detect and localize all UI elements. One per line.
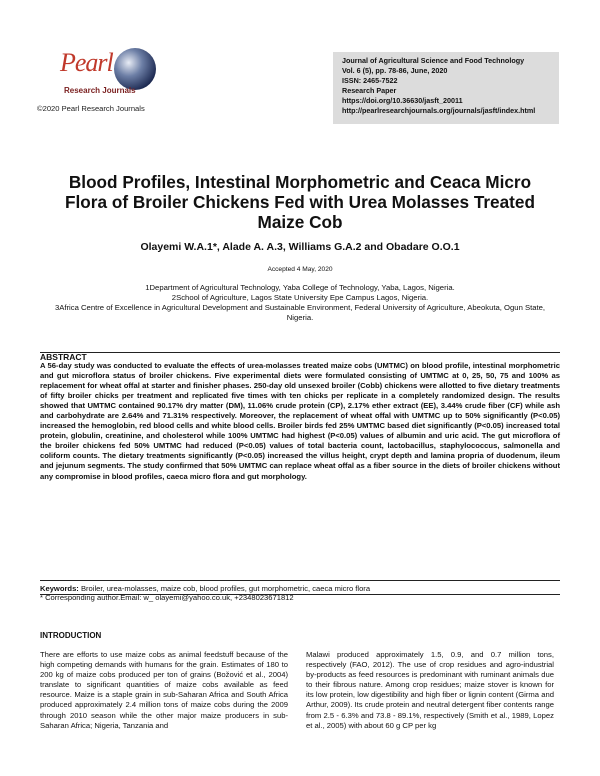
copyright-notice: ©2020 Pearl Research Journals — [37, 104, 145, 113]
accepted-date: Accepted 4 May, 2020 — [267, 266, 333, 273]
affiliation-3: 3Africa Centre of Excellence in Agricultural Development and Sustainable Environment, Federal University of Agriculture, Abeokuta, Ogun State, Nigeria. — [54, 303, 546, 322]
journal-url[interactable]: http://pearlresearchjournals.org/journals/jasft/index.html — [342, 106, 536, 115]
paper-title: Blood Profiles, Intestinal Morphometric and Ceaca Micro Flora of Broiler Chickens Fed with Urea Molasses Treated Maize Cob — [65, 172, 535, 232]
affiliations — [50, 283, 550, 323]
keywords — [40, 584, 370, 593]
abstract-bottom-rule — [40, 580, 560, 581]
affiliation-1: 1Department of Agricultural Technology, Yaba College of Technology, Yaba, Lagos, Nigeria. — [145, 283, 455, 292]
logo-subtitle: Research Journals — [64, 86, 136, 95]
journal-issn: ISSN: 2465-7522 — [342, 76, 398, 85]
intro-paragraph-left: There are efforts to use maize cobs as animal feedstuff because of the high competing demands with humans for the grain. Estimates of 180 to 200 kg of maize cobs produced per ton of grains (Božović et al., 2004) translate to significant quantities of maize cobs available as feed resource. Maize is a staple grain in sub-Saharan Africa and South Africa produced approximately 2.4 million tons of maize cobs during the 2009 through 2010 season while the other major maize producers in sub-Saharan Africa; Nigeria, Tanzania and — [40, 650, 288, 730]
intro-column-right — [306, 650, 554, 731]
doi-link[interactable]: https://doi.org/10.36630/jasft_20011 — [342, 96, 463, 105]
keywords-label: Keywords: — [40, 584, 79, 593]
introduction-heading: INTRODUCTION — [40, 631, 102, 640]
keywords-text: Broiler, urea-molasses, maize cob, blood profiles, gut morphometric, caeca micro flora — [80, 584, 371, 593]
logo-word: Pearl — [60, 48, 113, 77]
journal-volume: Vol. 6 (5), pp. 78-86, June, 2020 — [342, 66, 448, 75]
article-type: Research Paper — [342, 86, 397, 95]
affiliation-2: 2School of Agriculture, Lagos State University Epe Campus Lagos, Nigeria. — [171, 293, 429, 302]
publisher-logo — [56, 42, 176, 100]
intro-paragraph-right: Malawi produced approximately 1.5, 0.9, and 0.7 million tons, respectively (FAO, 2012). The use of crop residues and agro-industrial by-products as feed resources is predominant with ruminant animals due to their fibrous nature. Among crop residues; maize stover is known for its low protein, low digestibility and high fiber or lignin content (Girma and Arthur, 2009). Its crude protein and neutral detergent fiber contents range from 2.5 - 6.3% and 73.8 - 89.1%, respectively (Smith et al., 1989, Lopez et al., 2005) with about 60 g CP per kg — [306, 650, 554, 730]
globe-icon — [114, 48, 156, 90]
corresponding-author: * Corresponding author.Email: w_ olayemi@yahoo.co.uk, +2348023671812 — [40, 593, 294, 602]
abstract-text: A 56-day study was conducted to evaluate the effects of urea-molasses treated maize cobs (UMTMC) on blood profile, intestinal morphometric and gut microflora status of broiler chickens. Five experimental diets were formulated consisting of UMTMC at 0, 25, 50, 75 and 100% as replacement for wheat offal at starter and finisher phases. 250-day old unsexed broiler (Cobb) chickens were allotted to five dietary treatments of fifty broiler chicks per treatment and replicated five times with ten chicks per replicate in a completely randomized design. The results showed that UMTMC contained 90.17% dry matter (DM), 11.06% crude protein (CP), 2.17% ether extract (EE), 3.44% crude fiber (CF) while ash and carbohydrate are 2.64% and 71.31% respectively. Moreover, the replacement of wheat offal with UMTMC up to 50% significantly (P<0.05) increased the hemoglobin, red blood cells and white blood cells. Broiler birds fed 25% UMTMC based diet significantly (P<0.05) increased total protein, globulin, creatinine, and cholesterol while 100% UMTMC had highest (P<0.05) values of albumin and uric acid. The gut microflora of the broiler chickens fed 50% UMTMC had reduced (P<0.05) values of total bacteria count, lactobacillus, staphylococcus, salmonella and coliform counts. The dietary treatments significantly (P<0.05) increased the villus height, crypt depth and lamina propria of duodenum, ileum and jejunum segments. The study confirmed that 50% UMTMC can replace wheat offal as a fiber source in the diets of broiler chickens without any compromise in blood profiles, caeca micro flora and gut morphology. — [40, 361, 560, 481]
intro-column-left — [40, 650, 288, 731]
abstract-top-rule — [40, 352, 560, 353]
abstract-heading: ABSTRACT — [40, 352, 87, 362]
journal-info — [342, 56, 535, 116]
journal-name: Journal of Agricultural Science and Food Technology — [342, 56, 525, 65]
author-list: Olayemi W.A.1*, Alade A. A.3, Williams G.A.2 and Obadare O.O.1 — [140, 241, 460, 253]
